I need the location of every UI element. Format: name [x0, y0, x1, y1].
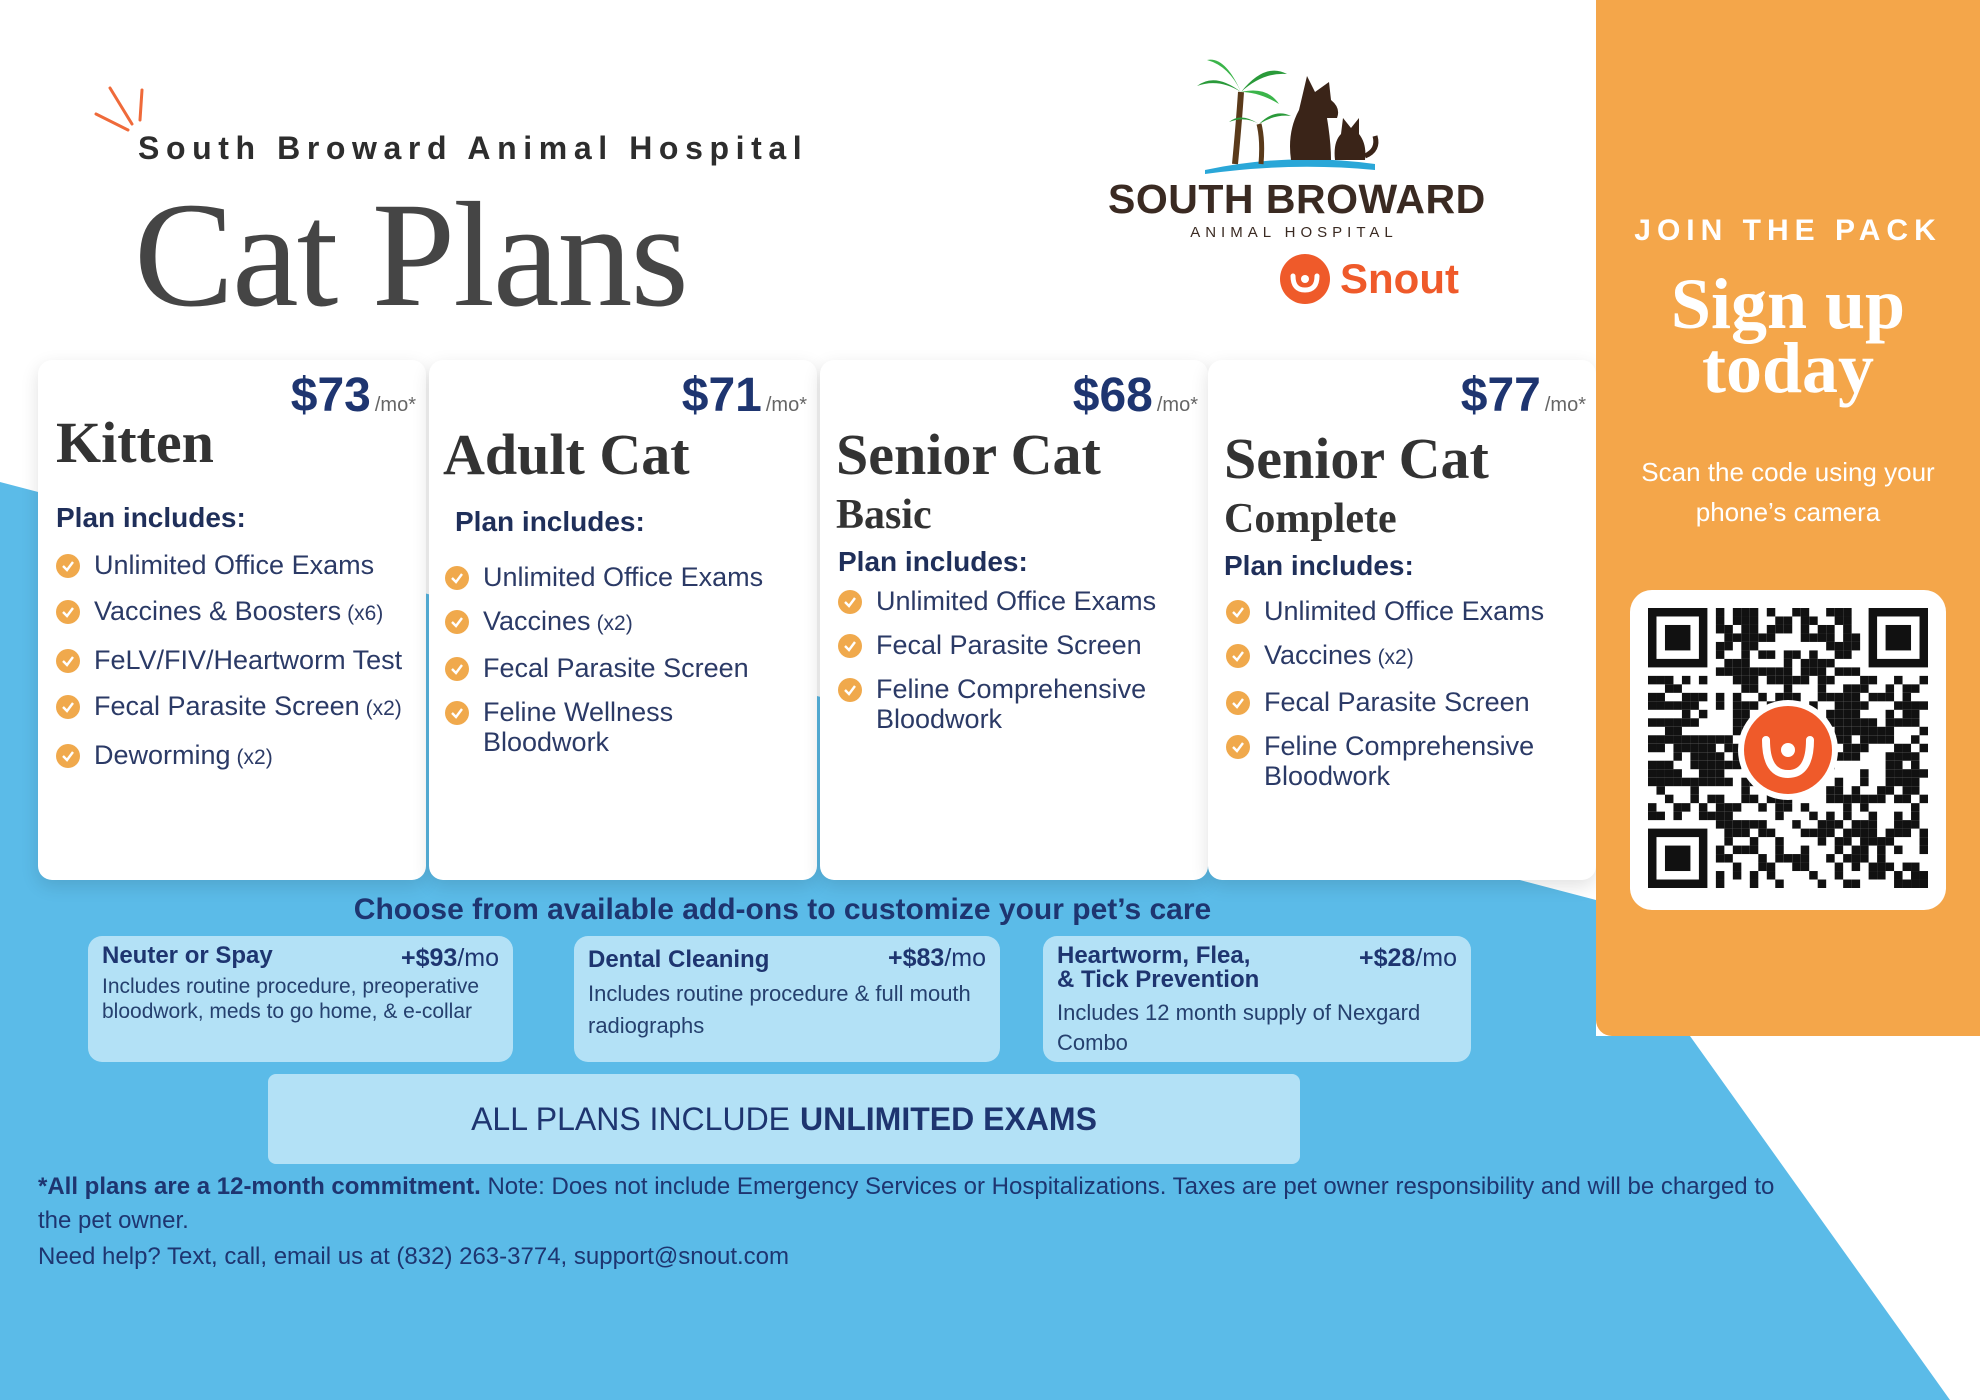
- plan-card-adult-cat[interactable]: [429, 360, 817, 880]
- plan-includes-label: Plan includes:: [838, 546, 1028, 577]
- plan-price: [682, 368, 807, 423]
- check-icon: [838, 678, 862, 702]
- check-icon: [56, 554, 80, 578]
- list-item: Feline Wellness Bloodwork: [445, 697, 763, 757]
- addon-title: Neuter or Spay: [102, 942, 273, 969]
- price-amount: $77: [1460, 369, 1541, 422]
- plan-title: [443, 424, 807, 486]
- plan-price: [1073, 368, 1198, 423]
- list-item: Vaccines & Boosters (x6): [56, 596, 402, 629]
- check-icon: [1226, 600, 1250, 624]
- plan-card-senior-cat-basic[interactable]: [820, 360, 1208, 880]
- plan-title-line1: Adult Cat: [443, 422, 690, 487]
- list-item: Fecal Parasite Screen (x2): [56, 691, 402, 724]
- list-item: Fecal Parasite Screen: [1226, 687, 1544, 717]
- hospital-logo: [1100, 52, 1486, 302]
- check-icon: [838, 590, 862, 614]
- snout-brand-name: Snout: [1340, 255, 1459, 302]
- list-item: Unlimited Office Exams: [1226, 596, 1544, 626]
- list-item: Vaccines (x2): [1226, 640, 1544, 673]
- check-icon: [56, 695, 80, 719]
- check-icon: [445, 657, 469, 681]
- addon-price: +$28/mo: [1359, 944, 1457, 972]
- check-icon: [1226, 735, 1250, 759]
- addons-heading: Choose from available add-ons to customize your pet’s care: [353, 893, 1212, 926]
- price-unit: /mo*: [1544, 394, 1586, 416]
- check-icon: [56, 649, 80, 673]
- plan-feature-list: [445, 562, 763, 771]
- plan-includes-label: Plan includes:: [455, 506, 645, 537]
- price-unit: /mo*: [765, 394, 807, 416]
- qr-code-icon: [1648, 608, 1928, 892]
- list-item: Fecal Parasite Screen: [445, 653, 763, 683]
- list-item: Fecal Parasite Screen: [838, 630, 1156, 660]
- list-item: Feline Comprehensive Bloodwork: [838, 674, 1156, 734]
- logo-brand-text: SOUTH BROWARD: [1108, 176, 1486, 222]
- addon-neuter-spay[interactable]: [88, 936, 513, 1062]
- plan-feature-list: [838, 586, 1156, 748]
- page-title: Cat Plans: [134, 172, 687, 338]
- plan-title: [836, 424, 1198, 544]
- footer-disclaimer: *All plans are a 12-month commitment. Note: Does not include Emergency Services or Hospitalizations. Taxes are pet owner responsibility and will be charged to the pet owner.: [38, 1173, 1775, 1234]
- addon-title: Dental Cleaning: [588, 946, 770, 973]
- plan-feature-list: [56, 550, 402, 789]
- plan-title-line2: Complete: [1224, 496, 1397, 542]
- check-icon: [56, 744, 80, 768]
- addon-dental-cleaning[interactable]: [574, 936, 1000, 1062]
- plan-title-line2: Basic: [836, 492, 932, 538]
- price-unit: /mo*: [1156, 394, 1198, 416]
- check-icon: [56, 600, 80, 624]
- plan-card-kitten[interactable]: [38, 360, 426, 880]
- check-icon: [445, 701, 469, 725]
- price-amount: $73: [290, 369, 371, 422]
- list-item: Unlimited Office Exams: [56, 550, 402, 580]
- addon-price: +$83/mo: [888, 944, 986, 972]
- list-item: Vaccines (x2): [445, 606, 763, 639]
- plan-title-line1: Senior Cat: [1224, 426, 1489, 491]
- addon-description: Includes 12 month supply of Nexgard Combo: [1057, 1000, 1421, 1055]
- plan-title-line1: Kitten: [56, 410, 214, 475]
- check-icon: [445, 610, 469, 634]
- price-amount: $71: [681, 369, 762, 422]
- list-item: FeLV/FIV/Heartworm Test: [56, 645, 402, 675]
- qr-code[interactable]: [1630, 590, 1946, 910]
- plan-feature-list: [1226, 596, 1544, 805]
- spark-lines-icon: [90, 82, 150, 134]
- check-icon: [1226, 644, 1250, 668]
- snout-logo-icon: [1280, 254, 1330, 304]
- palm-dog-cat-logo-icon: [1195, 52, 1385, 177]
- list-item: Unlimited Office Exams: [838, 586, 1156, 616]
- addon-title: Heartworm, Flea, & Tick Prevention: [1057, 942, 1260, 993]
- check-icon: [1226, 691, 1250, 715]
- list-item: Unlimited Office Exams: [445, 562, 763, 592]
- check-icon: [838, 634, 862, 658]
- snout-brand: [1280, 254, 1459, 304]
- plan-card-senior-cat-complete[interactable]: [1208, 360, 1596, 880]
- addon-description: Includes routine procedure, preoperative bloodwork, meds to go home, & e-collar: [102, 975, 480, 1023]
- all-plans-banner: ALL PLANS INCLUDE UNLIMITED EXAMS: [268, 1074, 1300, 1164]
- plan-title: [1224, 428, 1586, 548]
- list-item: Deworming (x2): [56, 740, 402, 773]
- addon-price: +$93/mo: [401, 944, 499, 972]
- addon-description: Includes routine procedure & full mouth radiographs: [588, 981, 971, 1038]
- logo-subtitle: ANIMAL HOSPITAL: [1190, 224, 1398, 241]
- plan-title-line1: Senior Cat: [836, 422, 1101, 487]
- plan-title: [56, 412, 416, 474]
- join-instructions: Scan the code using your phone’s camera: [1641, 457, 1935, 527]
- join-headline: Sign up today: [1670, 264, 1906, 408]
- addon-heartworm-flea-tick[interactable]: [1043, 936, 1471, 1062]
- price-amount: $68: [1072, 369, 1153, 422]
- plan-price: [1461, 368, 1586, 423]
- price-unit: /mo*: [374, 394, 416, 416]
- join-panel: [1596, 0, 1980, 1036]
- list-item: Feline Comprehensive Bloodwork: [1226, 731, 1544, 791]
- footer-help-contact: Need help? Text, call, email us at (832) 263-3774, support@snout.com: [38, 1243, 790, 1270]
- join-eyebrow: JOIN THE PACK: [1634, 214, 1942, 247]
- plan-includes-label: Plan includes:: [1224, 550, 1414, 581]
- plan-includes-label: Plan includes:: [56, 502, 246, 533]
- check-icon: [445, 566, 469, 590]
- hospital-name: South Broward Animal Hospital: [138, 130, 809, 166]
